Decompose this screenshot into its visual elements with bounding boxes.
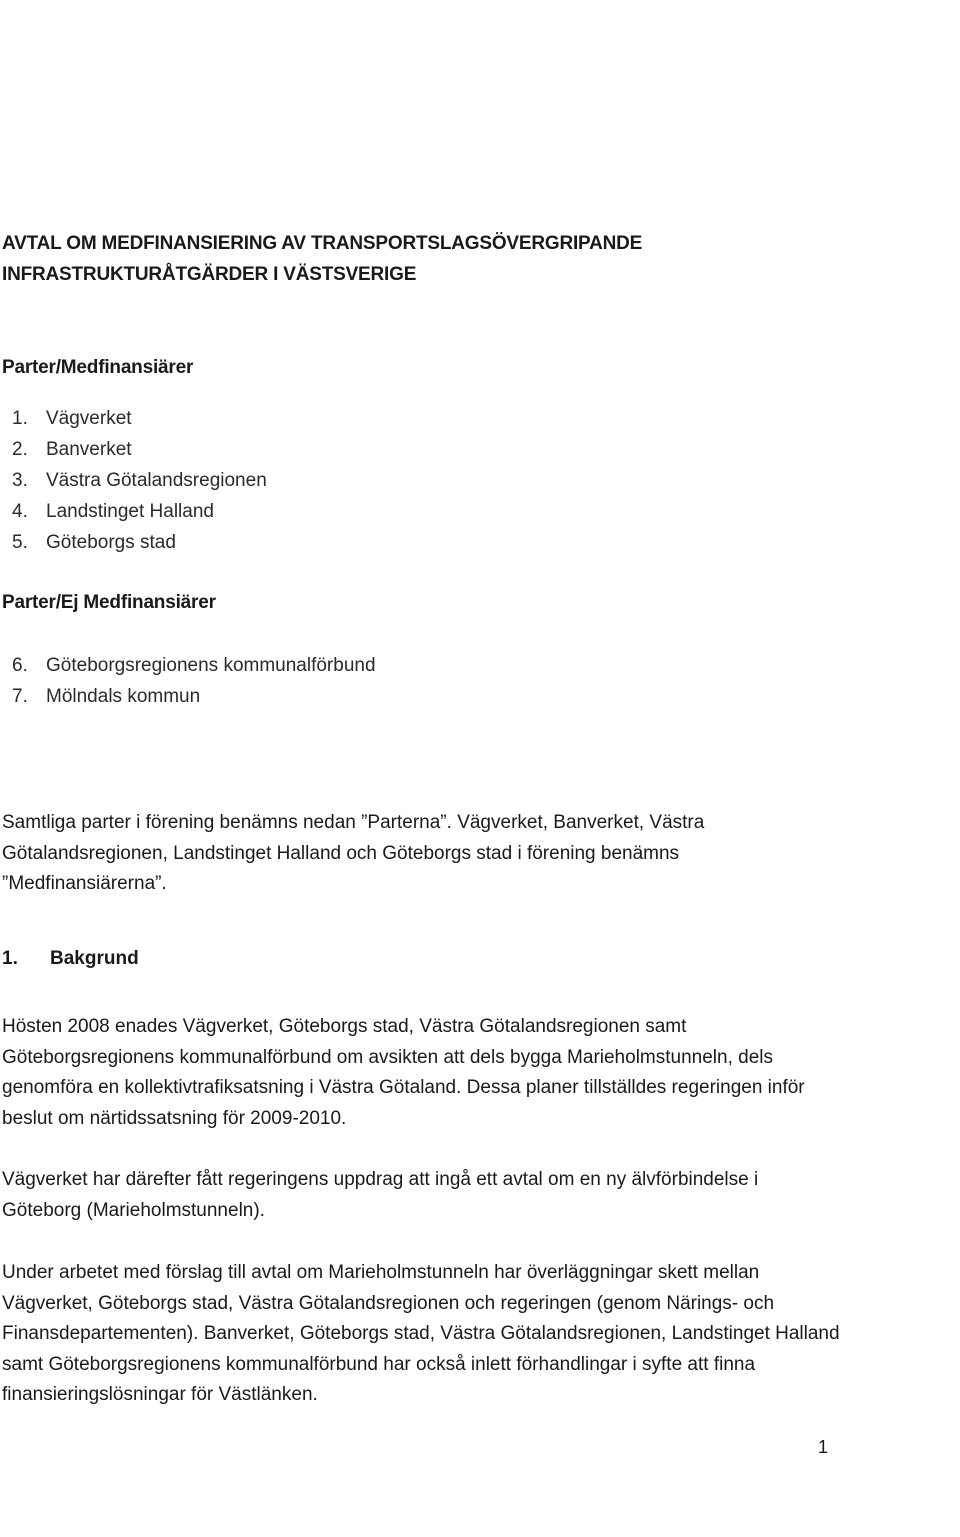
- list-item: 5. Göteborgs stad: [12, 532, 176, 553]
- section-heading-background: [2, 948, 139, 970]
- list-item: 4. Landstinget Halland: [12, 501, 214, 522]
- document-title-line-1: AVTAL OM MEDFINANSIERING AV TRANSPORTSLAGSÖVERGRIPANDE: [2, 233, 643, 254]
- section-title: Bakgrund: [50, 948, 139, 969]
- non-cofinancing-parties-heading: Parter/Ej Medfinansiärer: [2, 592, 216, 613]
- background-paragraph-1: Hösten 2008 enades Vägverket, Göteborgs stad, Västra Götalandsregionen samt Göteborgsregionens kommunalförbund om avsikten att dels bygga Marieholmstunneln, dels genomföra en kollektivtrafiksatsning i Västra Götaland. Dessa planer tillställdes regeringen inför beslut om närtidssatsning för 2009-2010.: [2, 1016, 805, 1129]
- list-item: 1. Vägverket: [12, 408, 132, 429]
- background-paragraph-2: Vägverket har därefter fått regeringens uppdrag att ingå ett avtal om en ny älvförbindelse i Göteborg (Marieholmstunneln).: [2, 1169, 759, 1221]
- definitions-paragraph: Samtliga parter i förening benämns nedan ”Parterna”. Vägverket, Banverket, Västra Götalandsregionen, Landstinget Halland och Göteborgs stad i förening benämns ”Medfinansiärerna”.: [2, 812, 705, 894]
- list-item: 2. Banverket: [12, 439, 132, 460]
- background-paragraph-3: Under arbetet med förslag till avtal om Marieholmstunneln har överläggningar skett mellan Vägverket, Göteborgs stad, Västra Götalandsregionen och regeringen (genom Närings- och Finansdepartementen). Banverket, Göteborgs stad, Västra Götalandsregionen, Landstinget Halland samt Göteborgsregionens kommunalförbund har också inlett förhandlingar i syfte att finna finansieringslösningar för Västlänken.: [2, 1262, 840, 1405]
- page-number: 1: [818, 1437, 829, 1457]
- section-number: 1.: [2, 948, 18, 969]
- list-item: 6. Göteborgsregionens kommunalförbund: [12, 655, 376, 676]
- list-item: 3. Västra Götalandsregionen: [12, 470, 267, 491]
- cofinancing-parties-list: [12, 403, 267, 558]
- cofinancing-parties-heading: Parter/Medfinansiärer: [2, 357, 194, 378]
- non-cofinancing-parties-list: [12, 650, 376, 712]
- list-item: 7. Mölndals kommun: [12, 686, 201, 707]
- document-title: [2, 228, 902, 290]
- document-title-line-2: INFRASTRUKTURÅTGÄRDER I VÄSTSVERIGE: [2, 264, 417, 285]
